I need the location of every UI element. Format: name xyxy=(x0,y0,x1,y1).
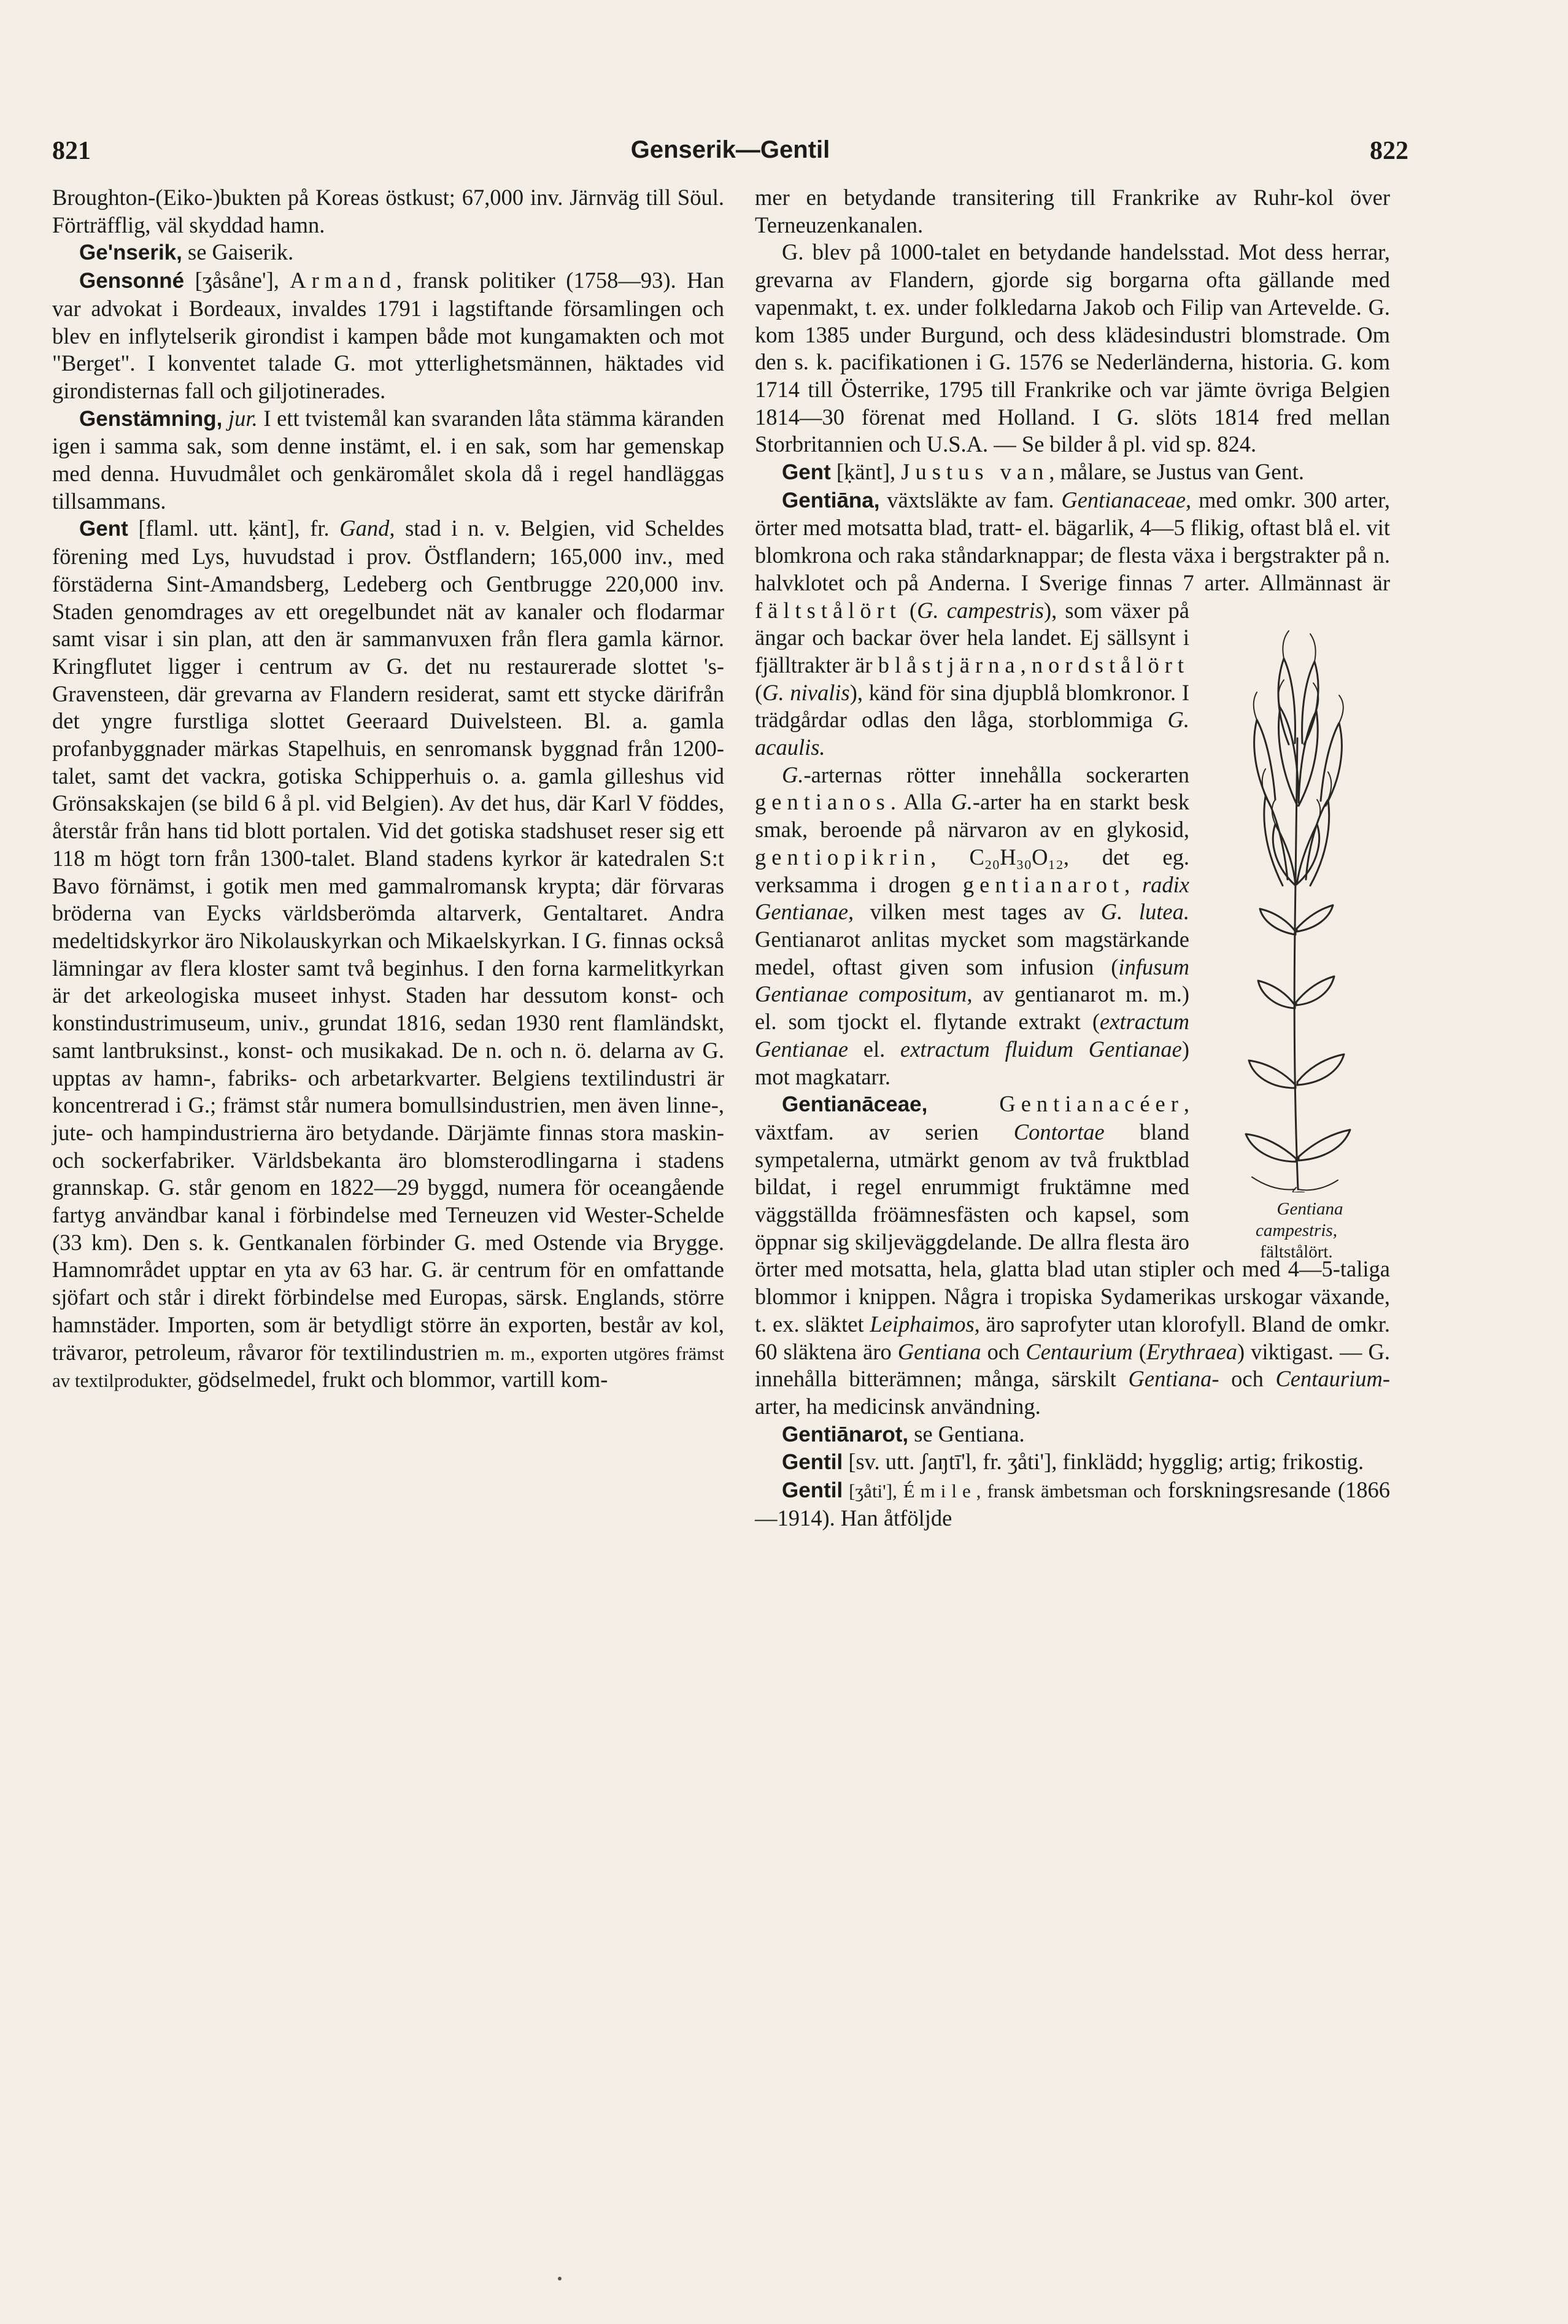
figure-gentiana-campestris xyxy=(1203,622,1390,1262)
headword: Gent xyxy=(79,517,128,541)
entry-gentil-emile: Gentil [ʒåti'], Émile, fransk ämbetsman och forskningsresande (1866—1914). Han åtföljde xyxy=(755,1477,1390,1531)
entry-gent-justus: Gent [ḳänt], Justus van, målare, se Justus van Gent. xyxy=(782,459,1304,485)
figure-caption: Gentiana campestris, fältstålört. xyxy=(1256,1199,1343,1262)
right-column xyxy=(755,184,1390,2271)
entry-gentil: Gentil [sv. utt. ʃaŋtī'l, fr. ʒåti'], finklädd; hygglig; artig; frikostig. xyxy=(782,1449,1364,1475)
headword: Genstämning, xyxy=(79,406,223,431)
paragraph-koreas-continuation: Broughton-(Eiko-)bukten på Koreas östkust; 67,000 inv. Järnväg till Söul. Förträfflig, väl skyddad hamn. xyxy=(52,185,724,237)
print-speck xyxy=(558,2277,562,2280)
entry-genserik: Ge'nserik, se Gaiserik. xyxy=(79,239,294,265)
headword: Gentianāceae, xyxy=(782,1092,928,1117)
entry-gentianarot: Gentiānarot, se Gentiana. xyxy=(782,1421,1025,1446)
paragraph-gent-continuation: mer en betydande transitering till Frankrike av Ruhr-kol över Terneuzenkanalen. xyxy=(755,185,1390,237)
headword: Gentil xyxy=(782,1478,843,1503)
page-header xyxy=(52,136,1408,173)
paragraph-gentiana-roots: G.-arternas rötter innehålla sockerarten gentianos. Alla G.-arter ha en starkt besk smak, beroende på närvaron av en glykosid, gentiopikrin, C₂₀H₃₀O₁₂, det eg. verksamma i drogen gentianarot, radix Gentianae, vilken mest tages av G. lutea. Gentianarot anlitas mycket som magstärkande medel, oftast given som infusion (infusum Gentianae compositum, av gentianarot m. m.) el. som tjockt el. flytande extrakt (extractum Gentianae el. extractum fluidum Gentianae) mot magkatarr. xyxy=(755,762,1190,1089)
entry-genstamning: Genstämning, jur. I ett tvistemål kan svaranden låta stämma käranden igen i samma sak, som denne instämt, el. i en sak, som har gemenskap med denna. Huvudmålet och genkäromålet skola då i regel handläggas tillsammans. xyxy=(52,405,725,514)
headword: Gentiāna, xyxy=(782,488,880,512)
headword: Gensonné xyxy=(79,269,185,293)
gentiana-plant-illustration xyxy=(1203,622,1390,1192)
page-number-right: 822 xyxy=(1370,137,1408,165)
headword: Gentil xyxy=(782,1450,843,1475)
headword: Gentiānarot, xyxy=(782,1422,909,1446)
entry-gensonne: Gensonné [ʒåsåne'], Armand, fransk politiker (1758—93). Han var advokat i Bordeaux, invaldes 1791 i lagstiftande församlingen och blev en inflytelserik girondist i kampen både mot kungamakten och mot "Berget". I konventet talade G. mot ytterlighetsmännen, häktades vid girondisternas fall och giljotinerades. xyxy=(52,268,724,403)
page-number-left: 821 xyxy=(52,137,91,165)
headword: Gent xyxy=(782,460,831,485)
left-column xyxy=(52,184,724,2271)
entry-gentiana: Gentiāna, växtsläkte av fam. Gentianaceae, med omkr. 300 arter, örter med motsatta blad, tratt- el. bägarlik, 4—5 flikig, oftast blå el. vit blomkrona och raka ståndarknappar; de flesta växa i bergstrakter på n. halvklotet och på Anderna. I Sverige finnas 7 arter. Allmännast är Gentiana campestris, fältstålört. fältstålört (G. campestris), som växer på ängar och backar över hela landet. Ej sällsynt i fjälltrakter är blåstjärna, nordstålört (G. nivalis), känd för sina djupblå blomkronor. I trädgårdar odlas den låga, storblommiga G. acaulis. xyxy=(755,487,1390,1262)
entry-gentianaceae: Gentianāceae, Gentianacéer, växtfam. av serien Contortae bland sympetalerna, utmärkt genom av två fruktblad bildat, i regel enrummigt fruktämne med väggställda fröämnesfästen och kapsel, som öppnar sig skiljeväggdelande. De allra flesta äro örter med motsatta, hela, glatta blad utan stipler och med 4—5-taliga blommor i knippen. Några i tropiska Sydamerikas urskogar växande, t. ex. släktet Leiphaimos, äro saprofyter utan klorofyll. Bland de omkr. 60 släktena äro Gentiana och Centaurium (Erythraea) viktigast. — G. innehålla bitterämnen; många, särskilt Gentiana- och Centaurium-arter, ha medicinsk användning. xyxy=(755,1091,1391,1419)
paragraph-gent-history: G. blev på 1000-talet en betydande handelsstad. Mot dess herrar, grevarna av Flandern, gjorde sig borgarna ofta gällande med vapenmakt, t. ex. under folkledarna Jakob och Filip van Artevelde. G. kom 1385 under Burgund, och dess klädesindustri blomstrade. Om den s. k. pacifikationen i G. 1576 se Nederländerna, historia. G. kom 1714 till Österrike, 1795 till Frankrike och var jämte övriga Belgien 1814—30 förenat med Holland. I G. slöts 1814 fred mellan Storbritannien och U.S.A. — Se bilder å pl. vid sp. 824. xyxy=(755,239,1390,457)
headword: Ge'nserik, xyxy=(79,241,182,265)
running-title: Genserik—Gentil xyxy=(630,136,830,163)
entry-gent: Gent [flaml. utt. ḳänt], fr. Gand, stad i n. v. Belgien, vid Scheldes förening med Lys, huvudstad i prov. Östflandern; 165,000 inv., med förstäderna Sint-Amandsberg, Ledeberg och Gentbrugge 220,000 inv. Staden genomdrages av ett oregelbundet nät av kanaler och flodarmar samt visar i sin plan, att den är sammanvuxen från flera gamla kärnor. Kringflutet ligger i centrum av G. det nu restaurerade slottet 's-Gravensteen, där grevarna av Flandern residerat, samt ett stycke därifrån det yngre furstliga slottet Geeraard Duivelsteen. Bl. a. gamla profanbyggnader märkas Stapelhuis, en senromansk byggnad från 1200-talet, samt det vackra, gotiska Schipperhuis o. a. gamla gilleshus vid Grönsakskajen (se bild 6 å pl. vid Belgien). Av det hus, där Karl V föddes, återstår från hans tid blott portalen. Vid det gotiska stadshuset reser sig ett 118 m högt torn från 1300-talet. Bland stadens kyrkor är katedralen S:t Bavo förnämst, i gotik men med gammalromansk krypta; där förvaras bröderna van Eycks världsberömda altarverk, Gentaltaret. Andra medeltidskyrkor äro Nikolauskyrkan och Mikaelskyrkan. I G. finnas också lämningar av flera kloster samt två beginhus. I den forna karmelitkyrkan är det arkeologiska museet inhyst. Staden har dessutom konst- och konstindustrimuseum, univ., grundat 1816, sedan 1930 rent flamländskt, samt lantbruksinst., konst- och musikakad. De n. och n. ö. delarna av G. upptas av hamn-, fabriks- och arbetarkvarter. Belgiens textilindustri är koncentrerad i G.; främst står numera bomullsindustrien, men även linne-, jute- och hampindustrierna äro betydande. Därjämte finnas stora maskin- och sockerfabriker. Världsbekanta äro blomsterodlingarna i stadens grannskap. G. står genom en 1822—29 byggd, numera för oceangående fartyg användbar kanal i förbindelse med Terneuzen vid Wester-Schelde (33 km). Den s. k. Gentkanalen förbinder G. med Ostende via Brygge. Hamnområdet upptar en yta av 63 har. G. är centrum för en omfattande sjöfart och står i direkt förbindelse med Europas, särsk. Englands, större hamnstäder. Importen, som är betydligt större än exporten, består av kol, trävaror, petroleum, råvaror för textilindustrien m. m., exporten utgöres främst av textilprodukter, gödselmedel, frukt och blommor, vartill kom- xyxy=(52,515,724,1392)
